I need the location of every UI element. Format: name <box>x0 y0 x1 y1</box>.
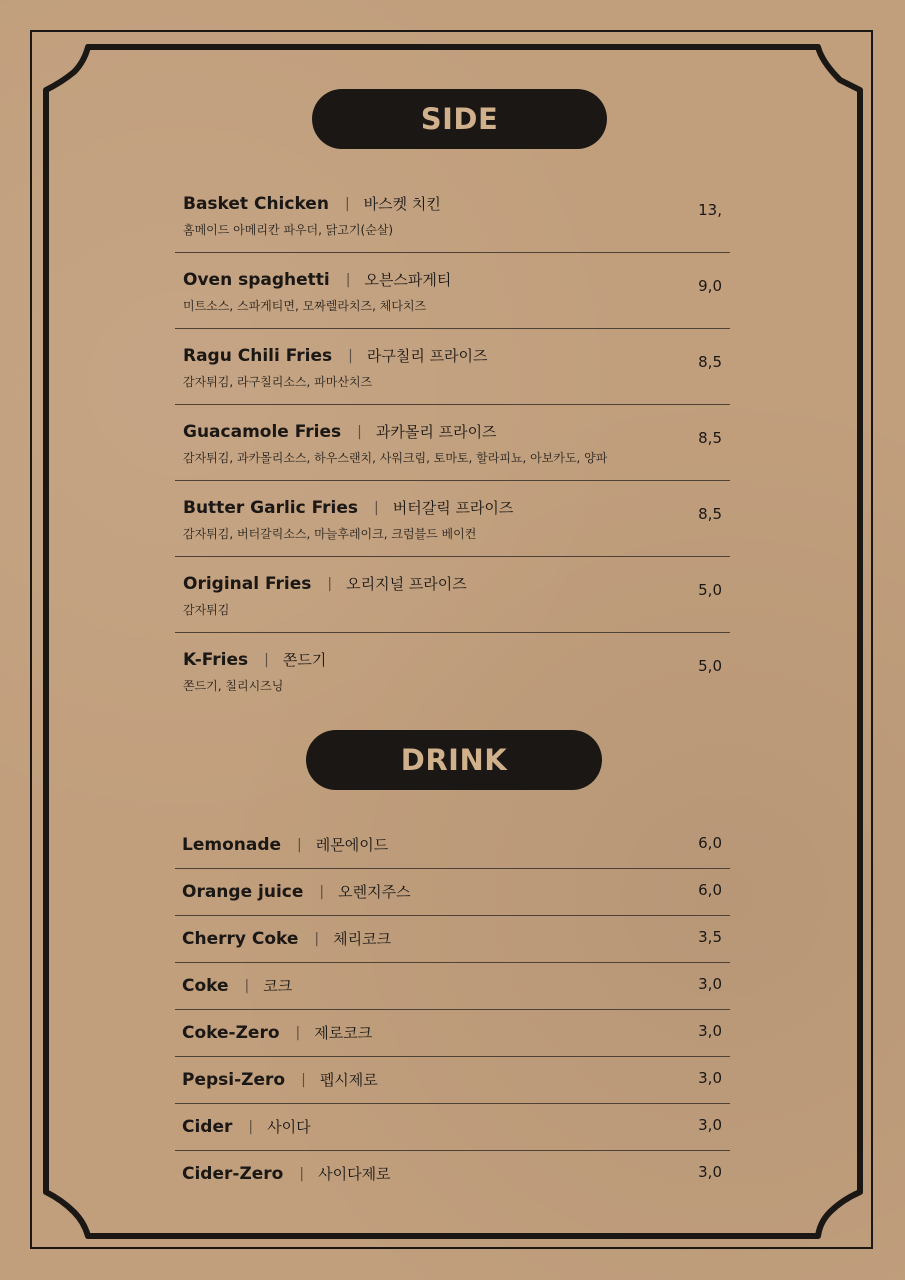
item-name-en: Coke <box>182 975 229 996</box>
name-separator: | <box>297 836 302 853</box>
item-name-ko: 코크 <box>263 977 293 995</box>
side-menu-item <box>175 329 730 405</box>
item-description: 감자튀김 <box>183 603 230 617</box>
item-price: 3,0 <box>698 1022 722 1040</box>
drink-menu-item <box>175 916 730 963</box>
item-name-en: Ragu Chili Fries <box>183 345 333 366</box>
name-separator: | <box>301 1071 306 1088</box>
item-name-en: Original Fries <box>183 573 312 594</box>
drink-menu-item <box>175 1057 730 1104</box>
item-price: 8,5 <box>698 429 722 447</box>
side-menu-item <box>175 253 730 329</box>
item-name-ko: 오리지널 프라이즈 <box>346 575 467 593</box>
item-description: 감자튀김, 버터갈릭소스, 마늘후레이크, 크럼블드 베이컨 <box>183 527 477 541</box>
item-name-ko: 오븐스파게티 <box>364 271 452 289</box>
drink-menu-item <box>175 822 730 869</box>
item-price: 3,0 <box>698 1069 722 1087</box>
name-separator: | <box>244 977 250 994</box>
drink-menu-item <box>175 1151 730 1198</box>
side-section-title: SIDE <box>312 89 607 149</box>
item-price: 8,5 <box>698 505 722 523</box>
name-separator: | <box>264 651 269 668</box>
item-name-ko: 체리코크 <box>333 930 392 948</box>
item-name-en: K-Fries <box>183 649 249 670</box>
name-separator: | <box>319 883 325 900</box>
item-name-ko: 오렌지주스 <box>338 883 411 901</box>
item-price: 3,0 <box>698 975 722 993</box>
drink-section-title: DRINK <box>306 730 602 790</box>
name-separator: | <box>357 423 362 440</box>
name-separator: | <box>348 347 353 364</box>
item-price: 3,0 <box>698 1163 722 1181</box>
item-name-en: Lemonade <box>182 834 282 855</box>
name-separator: | <box>344 195 350 212</box>
item-name-ko: 사이다제로 <box>318 1165 391 1183</box>
item-name-ko: 라구칠리 프라이즈 <box>366 347 488 365</box>
item-name-en: Cider <box>182 1116 233 1137</box>
drink-menu-item <box>175 963 730 1010</box>
name-separator: | <box>327 575 333 592</box>
side-menu-list <box>175 177 730 709</box>
item-price: 3,0 <box>698 1116 722 1134</box>
drink-menu-item <box>175 869 730 916</box>
name-separator: | <box>299 1165 305 1182</box>
item-price: 6,0 <box>698 834 722 852</box>
item-price: 5,0 <box>698 581 722 599</box>
item-name-en: Butter Garlic Fries <box>183 497 358 518</box>
item-price: 5,0 <box>698 657 722 675</box>
item-description: 쫀드기, 칠리시즈닝 <box>183 679 284 693</box>
item-price: 3,5 <box>698 928 722 946</box>
item-name-en: Basket Chicken <box>183 193 329 214</box>
item-price: 6,0 <box>698 881 722 899</box>
name-separator: | <box>314 930 320 947</box>
item-description: 감자튀김, 라구칠리소스, 파마산치즈 <box>183 375 373 389</box>
item-name-en: Guacamole Fries <box>183 421 342 442</box>
item-name-en: Cherry Coke <box>182 928 299 949</box>
drink-menu-item <box>175 1104 730 1151</box>
side-menu-item <box>175 557 730 633</box>
item-name-ko: 쫀드기 <box>282 651 327 669</box>
name-separator: | <box>345 271 351 288</box>
item-description: 미트소스, 스파게티면, 모짜렐라치즈, 체다치즈 <box>183 299 427 313</box>
item-price: 13, <box>698 201 722 219</box>
item-name-ko: 레몬에이드 <box>315 836 389 854</box>
name-separator: | <box>295 1024 301 1041</box>
item-name-ko: 버터갈릭 프라이즈 <box>392 499 514 517</box>
side-menu-item <box>175 177 730 253</box>
item-description: 감자튀김, 과카몰리소스, 하우스랜치, 사워크림, 토마토, 할라피뇨, 아보카도, 양파 <box>183 451 608 465</box>
side-menu-item <box>175 633 730 709</box>
item-price: 9,0 <box>698 277 722 295</box>
item-name-en: Oven spaghetti <box>183 269 330 290</box>
side-menu-item <box>175 481 730 557</box>
name-separator: | <box>374 499 379 516</box>
item-name-en: Cider-Zero <box>182 1163 284 1184</box>
name-separator: | <box>248 1118 254 1135</box>
item-price: 8,5 <box>698 353 722 371</box>
item-name-ko: 사이다 <box>267 1118 311 1136</box>
drink-menu-item <box>175 1010 730 1057</box>
item-name-en: Coke-Zero <box>182 1022 280 1043</box>
item-name-en: Pepsi-Zero <box>182 1069 286 1090</box>
item-description: 홈메이드 아메리칸 파우더, 닭고기(순살) <box>183 223 394 237</box>
item-name-en: Orange juice <box>182 881 304 902</box>
item-name-ko: 바스켓 치킨 <box>363 195 441 213</box>
side-menu-item <box>175 405 730 481</box>
item-name-ko: 과카몰리 프라이즈 <box>375 423 497 441</box>
drink-menu-list <box>175 822 730 1198</box>
item-name-ko: 펩시제로 <box>319 1071 378 1089</box>
item-name-ko: 제로코크 <box>314 1024 373 1042</box>
